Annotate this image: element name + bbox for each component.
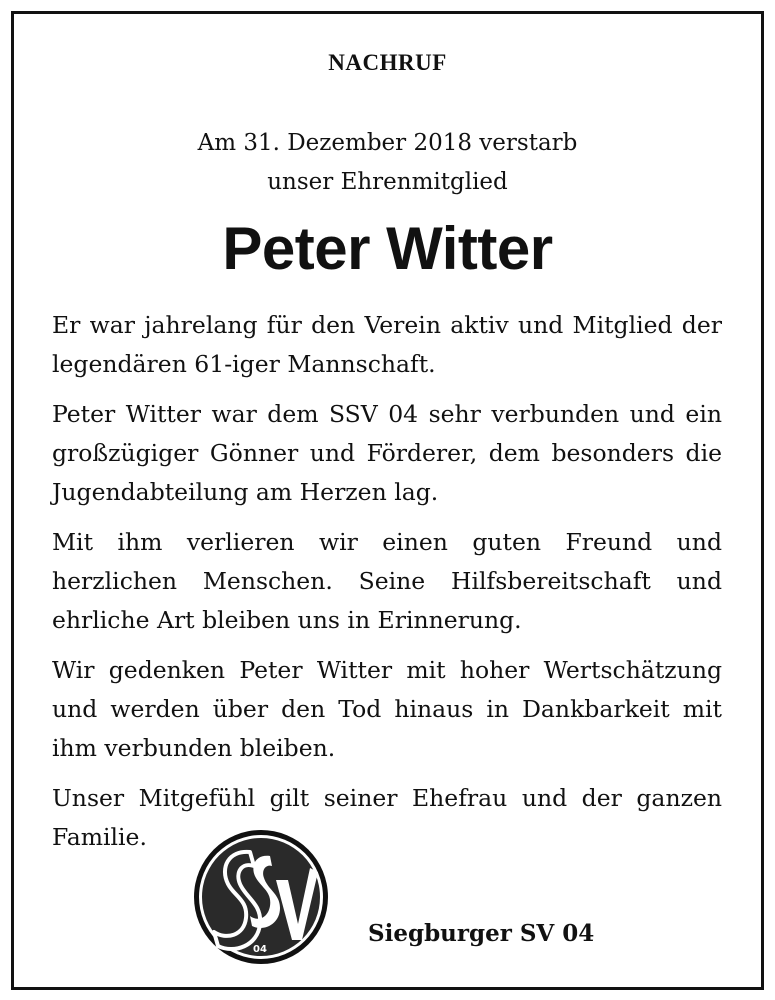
intro-line-role: unser Ehrenmitglied bbox=[267, 169, 508, 195]
paragraph-friendship: Mit ihm verlieren wir einen guten Freund und herzlichen Menschen. Seine Hilfsbereitschaft und ehrliche Art bleiben uns in Erinnerung. bbox=[52, 528, 722, 634]
intro-line-date: Am 31. Dezember 2018 verstarb bbox=[197, 130, 578, 156]
obituary-intro bbox=[0, 124, 775, 202]
crest-year: 04 bbox=[253, 944, 267, 955]
club-signature: Siegburger SV 04 bbox=[368, 920, 595, 947]
deceased-name: Peter Witter bbox=[222, 215, 553, 282]
ssv-club-crest-icon bbox=[192, 828, 330, 966]
paragraph-remembrance: Wir gedenken Peter Witter mit hoher Wertschätzung und werden über den Tod hinaus in Dankbarkeit mit ihm verbunden bleiben. bbox=[52, 656, 722, 762]
paragraph-condolences: Unser Mitgefühl gilt seiner Ehefrau und der ganzen Familie. bbox=[52, 784, 722, 851]
paragraph-patronage: Peter Witter war dem SSV 04 sehr verbunden und ein großzügiger Gönner und Förderer, dem besonders die Jugendabteilung am Herzen lag. bbox=[52, 400, 722, 506]
obituary-body bbox=[52, 306, 722, 868]
obituary-heading: NACHRUF bbox=[328, 50, 447, 75]
paragraph-club-activity: Er war jahrelang für den Verein aktiv und Mitglied der legendären 61-iger Mannschaft. bbox=[52, 311, 722, 378]
